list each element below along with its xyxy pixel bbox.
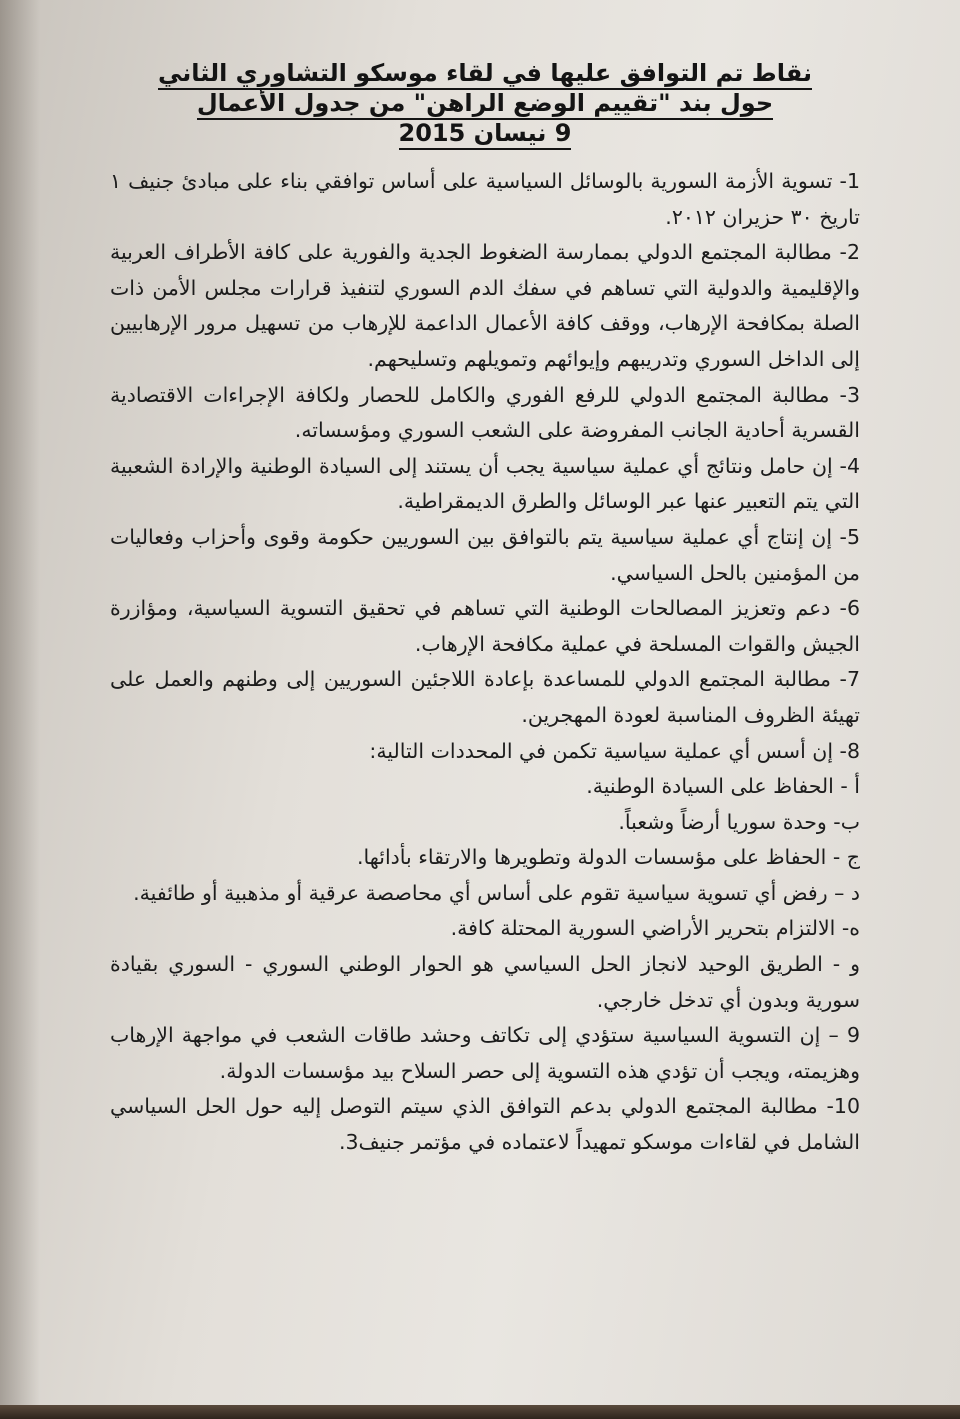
point-5: 5- إن إنتاج أي عملية سياسية يتم بالتوافق بين السوريين حكومة وقوى وأحزاب وفعاليات من المؤمنين بالحل السياسي. — [110, 524, 860, 585]
point-7: 7- مطالبة المجتمع الدولي للمساعدة بإعادة اللاجئين السوريين إلى وطنهم والعمل على تهيئة الظروف المناسبة لعودة المهجرين. — [110, 667, 860, 727]
title-line-2: حول بند "تقييم الوضع الراهن" من جدول الأعمال — [197, 89, 773, 120]
point-8-b: ب- وحدة سوريا أرضاً وشعباً. — [618, 809, 860, 834]
point-4: 4- إن حامل ونتائج أي عملية سياسية يجب أن يستند إلى السيادة الوطنية والإرادة الشعبية التي يتم التعبير عنها عبر الوسائل والطرق الديمقراطية. — [110, 453, 860, 514]
point-8: 8- إن أسس أي عملية سياسية تكمن في المحددات التالية: — [369, 738, 860, 763]
point-8-a: أ - الحفاظ على السيادة الوطنية. — [586, 774, 860, 799]
document-heading — [110, 58, 860, 148]
point-1: 1- تسوية الأزمة السورية بالوسائل السياسية على أساس توافقي بناء على مبادئ جنيف ١ تاريخ ٣٠ حزيران ٢٠١٢. — [110, 169, 860, 229]
point-2: 2- مطالبة المجتمع الدولي بممارسة الضغوط الجدية والفورية على كافة الأطراف العربية والإقليمية والدولية التي تساهم في سفك الدم السوري لتنفيذ قرارات مجلس الأمن ذات الصلة بمكافحة الإرهاب، ووقف كافة الأعمال الداعمة للإرهاب من تسهيل مرور الإرهابيين إلى الداخل السوري وتدريبهم وإيوائهم وتمويلهم وتسليحهم. — [110, 240, 860, 371]
point-8-e: ه- الالتزام بتحرير الأراضي السورية المحتلة كافة. — [450, 916, 860, 941]
table-surface — [0, 1405, 960, 1419]
title-line-1: نقاط تم التوافق عليها في لقاء موسكو التشاوري الثاني — [158, 59, 812, 90]
point-6: 6- دعم وتعزيز المصالحات الوطنية التي تساهم في تحقيق التسوية السياسية، ومؤازرة الجيش والقوات المسلحة في عملية مكافحة الإرهاب. — [110, 596, 860, 656]
point-8-d: د – رفض أي تسوية سياسية تقوم على أساس أي محاصصة عرقية أو مذهبية أو طائفية. — [133, 880, 860, 905]
point-3: 3- مطالبة المجتمع الدولي للرفع الفوري والكامل للحصار ولكافة الإجراءات الاقتصادية القسرية أحادية الجانب المفروضة على الشعب السوري ومؤسساته. — [110, 382, 860, 443]
point-9: 9 – إن التسوية السياسية ستؤدي إلى تكاتف وحشد طاقات الشعب في مواجهة الإرهاب وهزيمته، ويجب أن تؤدي هذه التسوية إلى حصر السلاح بيد مؤسسات الدولة. — [110, 1023, 860, 1083]
point-8-f: و - الطريق الوحيد لانجاز الحل السياسي هو الحوار الوطني السوري - السوري بقيادة سورية وبدون أي تدخل خارجي. — [110, 952, 860, 1012]
document-date: 9 نيسان 2015 — [399, 119, 572, 150]
point-10: 10- مطالبة المجتمع الدولي بدعم التوافق الذي سيتم التوصل إليه حول الحل السياسي الشامل في لقاءات موسكو تمهيداً لاعتماده في مؤتمر جنيف3. — [110, 1094, 860, 1155]
point-8-c: ج - الحفاظ على مؤسسات الدولة وتطويرها والارتقاء بأدائها. — [357, 845, 860, 870]
document-body — [110, 164, 860, 1161]
